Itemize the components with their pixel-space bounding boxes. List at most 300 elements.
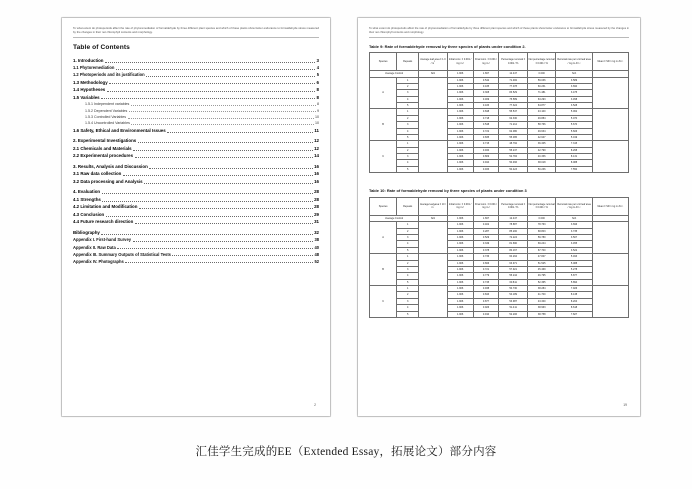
cell-initial: 1.906 <box>447 241 473 247</box>
cell-final: 0.718 <box>473 115 499 121</box>
toc-entry[interactable] <box>73 212 319 218</box>
toc-entry-page-number: 10 <box>315 115 319 119</box>
toc-entry-page-number: 12 <box>314 145 319 151</box>
column-header: Final conc. ± 0.001 / mg m-³ <box>473 53 499 71</box>
cell-final: 0.721 <box>473 266 499 272</box>
toc-entry-page-number: 3 <box>316 57 319 63</box>
toc-leader-dots <box>133 149 313 151</box>
toc-entry-label: 4.3 Conclusion <box>73 211 105 217</box>
cell-final: 0.736 <box>473 254 499 260</box>
cell-netpct: 63.293 <box>527 96 555 102</box>
cell-pct: 54.189 <box>499 292 527 298</box>
cell-repeat: 4 <box>397 305 419 311</box>
cell-final: 0.435 <box>473 83 499 89</box>
cell-final: 0.938 <box>473 286 499 292</box>
toc-leader-dots <box>123 174 313 176</box>
cell-final: 0.378 <box>473 247 499 253</box>
toc-entry-label: 3. Results, Analysis and Discussion <box>73 163 148 169</box>
cell-netpct: 67.700 <box>527 247 555 253</box>
cell-pct: 72.224 <box>499 235 527 241</box>
cell-final: 0.542 <box>473 77 499 83</box>
cell-repeat: 3 <box>397 235 419 241</box>
cell-final: 0.722 <box>473 128 499 134</box>
cell-netpct: 43.100 <box>527 109 555 115</box>
toc-entry[interactable] <box>73 138 319 144</box>
toc-leader-dots <box>172 254 312 256</box>
toc-entry-label: 4.2 Limitation and Modification <box>73 204 138 210</box>
toc-leader-dots <box>146 75 315 77</box>
cell-initial: 1.906 <box>447 279 473 285</box>
column-header: Net percentage removal ± 0.001 / % <box>527 197 555 215</box>
cell-netpct: 71.481 <box>527 90 555 96</box>
toc-leader-dots <box>138 141 313 143</box>
cell-final: 0.877 <box>473 298 499 304</box>
cell-pct: 85.200 <box>499 228 527 234</box>
cell-repeat: 4 <box>397 241 419 247</box>
cell-rate: 3.690 <box>556 83 592 89</box>
cell-rate: 5.278 <box>556 266 592 272</box>
cell-initial: 1.906 <box>447 154 473 160</box>
cell-rate: 5.070 <box>556 115 592 121</box>
toc-leader-dots <box>101 97 315 99</box>
cell-pct: 57.921 <box>499 266 527 272</box>
cell-initial: 1.906 <box>447 128 473 134</box>
cell-repeat: 2 <box>397 260 419 266</box>
cell-repeat: 1 <box>397 141 419 147</box>
cell-species: A <box>370 222 397 254</box>
column-header: Mean ± SD / mg m-²hr-¹ <box>592 53 628 71</box>
cell-repeat: 4 <box>397 128 419 134</box>
cell-netpct: 38.758 <box>527 311 555 317</box>
toc-entry-label: 1.5.3 Controlled Variables <box>85 115 127 119</box>
toc-entry-label: 1.5.4 Uncontrolled Variables <box>85 121 130 126</box>
toc-entry[interactable] <box>73 179 319 185</box>
cell-final: 0.809 <box>473 154 499 160</box>
page-left-content <box>62 18 330 416</box>
toc-entry[interactable] <box>73 252 319 257</box>
cell-mean <box>592 141 628 173</box>
cell-pct: 71.482 <box>499 77 527 83</box>
cell-initial: 1.906 <box>447 228 473 234</box>
cell-initial: 1.906 <box>447 103 473 109</box>
toc-leader-dots <box>135 156 313 158</box>
cell-pct: 50.466 <box>499 160 527 166</box>
cell-netpct: 59.036 <box>527 77 555 83</box>
cell-initial: 1.906 <box>447 83 473 89</box>
page-folio-right: 19 <box>623 403 627 407</box>
toc-entry-page-number: 10 <box>315 121 319 126</box>
toc-leader-dots <box>128 117 314 119</box>
cell-final: 0.843 <box>473 292 499 298</box>
toc-entry-label: Appendix III. Summary Outputs of Statistical Tests <box>73 251 171 257</box>
cell-rate: 7.926 <box>556 286 592 292</box>
cell-netpct: 45.469 <box>527 266 555 272</box>
column-header: Species <box>370 53 397 71</box>
cell-pct: 60.294 <box>499 254 527 260</box>
page-right-content <box>358 18 640 416</box>
running-header-right: To what extent do photoperiods affect the rate of phytoremediation of formaldehyde by three different plant species and which of these plants show better endurance to formaldehyde stress measured by the changes in their net chlorophyll contents and morphology. <box>369 27 629 38</box>
toc-entry[interactable] <box>73 259 319 264</box>
toc-leader-dots <box>129 110 316 112</box>
cell-initial: 1.906 <box>447 109 473 115</box>
cell-pct: 12.447 <box>499 215 527 221</box>
cell-rate: 7.827 <box>556 311 592 317</box>
cell-initial: 1.906 <box>447 147 473 153</box>
cell-netpct: 40.336 <box>527 154 555 160</box>
toc-entry[interactable] <box>73 237 319 242</box>
toc-leader-dots <box>149 167 312 169</box>
cell-netpct: 60.231 <box>527 83 555 89</box>
cell-repeat: 5 <box>397 279 419 285</box>
toc-entry-page-number: 9 <box>317 108 319 113</box>
column-header: Percentage removal ± 0.001 / % <box>499 53 527 71</box>
toc-entry[interactable] <box>73 121 319 125</box>
toc-leader-dots <box>106 215 313 217</box>
toc-leader-dots <box>131 123 313 125</box>
cell-pct: 50.423 <box>499 166 527 172</box>
cell-initial: 1.906 <box>447 222 473 228</box>
cell-repeat: 5 <box>397 134 419 140</box>
cell-netpct: 58.766 <box>527 122 555 128</box>
toc-entry-page-number: 28 <box>314 204 319 210</box>
cell-rate: 5.019 <box>556 134 592 140</box>
toc-entry-page-number: 40 <box>314 244 319 250</box>
cell-netpct: 41.700 <box>527 292 555 298</box>
cell-pct: 53.987 <box>499 298 527 304</box>
cell-netpct: 51.525 <box>527 260 555 266</box>
cell-pct: 81.690 <box>499 241 527 247</box>
toc-entry-label: 1.5 Variables <box>73 94 100 100</box>
cell-pct: 55.244 <box>499 273 527 279</box>
cell-leafarea: N/A <box>419 71 447 77</box>
slide-caption: 汇佳学生完成的EE（Extended Essay，拓展论文）部分内容 <box>195 446 497 458</box>
cell-final: 0.848 <box>473 109 499 115</box>
toc-leader-dots <box>107 90 315 92</box>
table-9-caption: Table 9: Rate of formaldehyde removal by three species of plants under condition 2. <box>369 43 526 49</box>
cell-final: 0.926 <box>473 305 499 311</box>
column-header: Average leaf area ± $10 / m^2$ <box>419 197 447 215</box>
cell-pct: 12.447 <box>499 71 527 77</box>
cell-rate: N/A <box>556 215 592 221</box>
toc-leader-dots <box>102 200 312 202</box>
cell-species: A <box>370 77 397 109</box>
toc-entry[interactable] <box>73 95 319 101</box>
cell-rate: 8.618 <box>556 305 592 311</box>
toc-entry-label: 4.1 Strengths <box>73 196 101 202</box>
cell-final: 0.666 <box>473 260 499 266</box>
cell-rate: 5.894 <box>556 279 592 285</box>
cell-repeat: 3 <box>397 266 419 272</box>
toc-entry-page-number: 12 <box>314 138 319 144</box>
cell-rate: 5.877 <box>556 273 592 279</box>
cell-mean <box>592 254 628 286</box>
toc-entry-page-number: 5 <box>316 72 319 78</box>
cell-repeat: 4 <box>397 273 419 279</box>
toc-leader-dots <box>101 233 312 235</box>
cell-initial: 1.906 <box>447 134 473 140</box>
cell-netpct: 36.345 <box>527 141 555 147</box>
cell-netpct: 0.000 <box>527 215 555 221</box>
cell-rate: 5.670 <box>556 122 592 128</box>
cell-pct: 75.589 <box>499 96 527 102</box>
toc-leader-dots <box>116 68 315 70</box>
cell-repeat: 5 <box>397 311 419 317</box>
toc-entry-page-number: 8 <box>316 87 319 93</box>
toc-entry-label: Appendix II. Raw Data <box>73 244 116 250</box>
cell-final: 1.667 <box>473 215 499 221</box>
cell-rate: 7.550 <box>556 166 592 172</box>
cell-pct: 51.411 <box>499 305 527 311</box>
cell-repeat: 4 <box>397 96 419 102</box>
cell-initial: 1.906 <box>447 292 473 298</box>
cell-rate: 5.088 <box>556 260 592 266</box>
cell-netpct: 46.795 <box>527 273 555 279</box>
document-page-left <box>62 18 330 416</box>
toc-entry-page-number: 4 <box>316 65 319 71</box>
cell-final: 0.349 <box>473 241 499 247</box>
cell-repeat: 5 <box>397 166 419 172</box>
cell-repeat: 3 <box>397 122 419 128</box>
toc-entry-label: 1.5.2 Dependent Variables <box>85 108 128 113</box>
cell-netpct: 69.244 <box>527 241 555 247</box>
toc-entry-page-number: 28 <box>314 189 319 195</box>
column-header: Repeats <box>397 197 419 215</box>
toc-entry-page-number: 16 <box>314 171 319 177</box>
column-header: Mean ± SD / mg m-²hr-¹ <box>592 197 628 215</box>
column-header: Species <box>370 197 397 215</box>
cell-final: 0.934 <box>473 147 499 153</box>
toc-entry[interactable] <box>73 219 319 225</box>
cell-netpct: 38.018 <box>527 160 555 166</box>
cell-pct: 78.887 <box>499 222 527 228</box>
cell-pct: 77.324 <box>499 103 527 109</box>
column-header: Average leaf area ± $1.0 / m^2$ <box>419 53 447 71</box>
cell-final: 0.529 <box>473 235 499 241</box>
toc-entry[interactable] <box>73 87 319 93</box>
table-9-header <box>370 53 629 71</box>
cell-species: B <box>370 109 397 141</box>
cell-leafarea <box>419 77 447 109</box>
table-of-contents-list <box>73 58 319 264</box>
cell-rate: 3.589 <box>556 77 592 83</box>
toc-entry-page-number: 16 <box>314 163 319 169</box>
cell-pct: 60.811 <box>499 279 527 285</box>
page-title-table-of-contents: Table of Contents <box>73 43 130 51</box>
toc-entry[interactable] <box>73 109 319 113</box>
cell-initial: 1.906 <box>447 311 473 317</box>
cell-final: 0.433 <box>473 103 499 109</box>
cell-netpct: 43.340 <box>527 298 555 304</box>
toc-entry[interactable] <box>73 80 319 86</box>
cell-final: 0.779 <box>473 273 499 279</box>
toc-entry-label: 1.1 Phytoremediation <box>73 65 115 71</box>
column-header: Removal rate per unit leaf area / mg m-²hr-¹ <box>556 197 592 215</box>
toc-entry[interactable] <box>73 115 319 119</box>
table-10-formaldehyde-removal-condition-3 <box>369 197 629 318</box>
cell-final: 0.944 <box>473 160 499 166</box>
cell-netpct: 49.884 <box>527 115 555 121</box>
toc-entry-label: 1.2 Photoperiods and its justification <box>73 72 145 78</box>
toc-entry-label: 1.3 Methodology <box>73 79 108 85</box>
running-header-left: To what extent do photoperiods affect the rate of phytoremediation of formaldehyde by three different plant species and which of these plants show better endurance to formaldehyde stress measured by the changes in their net chlorophyll contents and morphology. <box>73 27 319 38</box>
table-row <box>370 166 629 172</box>
cell-netpct: 38.963 <box>527 305 555 311</box>
cell-final: 0.715 <box>473 141 499 147</box>
cell-repeat: 5 <box>397 103 419 109</box>
cell-pct: 55.247 <box>499 147 527 153</box>
cell-rate: 8.204 <box>556 298 592 304</box>
cell-rate: 8.268 <box>556 147 592 153</box>
cell-mean <box>592 222 628 254</box>
table-header-row <box>370 197 629 215</box>
column-header: Final conc. ± 0.001 / mg m-³ <box>473 197 499 215</box>
cell-initial: 1.906 <box>447 160 473 166</box>
cell-initial: 1.906 <box>447 122 473 128</box>
cell-netpct: 49.634 <box>527 128 555 134</box>
cell-pct: 63.971 <box>499 260 527 266</box>
cell-rate: 3.455 <box>556 241 592 247</box>
toc-entry-label: Appendix I. First-hand Survey <box>73 237 132 243</box>
cell-pct: 50.730 <box>499 286 527 292</box>
toc-entry[interactable] <box>73 65 319 70</box>
toc-leader-dots <box>125 261 313 263</box>
toc-entry-label: 3.2 Data processing and Analysis <box>73 178 143 184</box>
cell-netpct: 50.236 <box>527 166 555 172</box>
cell-initial: 1.906 <box>447 77 473 83</box>
cell-rate: 3.458 <box>556 96 592 102</box>
toc-entry-label: 1.6 Safety, Ethical and Environmental Issues <box>73 127 166 133</box>
toc-entry[interactable] <box>73 164 319 170</box>
cell-leafarea <box>419 109 447 141</box>
column-header: Percentage removal ± 0.001 / % <box>499 197 527 215</box>
toc-entry[interactable] <box>73 197 319 203</box>
table-9-body <box>370 71 629 173</box>
toc-leader-dots <box>144 182 312 184</box>
cell-mean <box>592 109 628 141</box>
cell-final: 0.402 <box>473 222 499 228</box>
cell-rate: 3.735 <box>556 228 592 234</box>
toc-entry[interactable] <box>73 72 319 77</box>
cell-netpct: 78.763 <box>527 222 555 228</box>
cell-pct: 55.547 <box>499 109 527 115</box>
cell-initial: 1.906 <box>447 254 473 260</box>
cell-repeat: 2 <box>397 292 419 298</box>
cell-initial: 1.906 <box>447 90 473 96</box>
toc-entry-label: 2.1 Chemicals and Materials <box>73 145 132 151</box>
toc-leader-dots <box>131 104 316 106</box>
column-header: Initial conc. ± 0.001 / mg m-³ <box>447 197 473 215</box>
toc-entry[interactable] <box>73 146 319 152</box>
cell-rate: 3.696 <box>556 222 592 228</box>
cell-repeat: 2 <box>397 115 419 121</box>
cell-leafarea <box>419 141 447 173</box>
cell-repeat: 1 <box>397 109 419 115</box>
cell-final: 0.548 <box>473 122 499 128</box>
cell-rate: 5.062 <box>556 109 592 115</box>
cell-initial: 1.906 <box>447 235 473 241</box>
toc-entry-page-number: 14 <box>314 153 319 159</box>
cell-final: 0.910 <box>473 311 499 317</box>
cell-pct: 77.078 <box>499 83 527 89</box>
cell-initial: 1.906 <box>447 266 473 272</box>
toc-leader-dots <box>102 192 313 194</box>
toc-entry-page-number: 8 <box>316 94 319 100</box>
toc-entry-label: 4. Evaluation <box>73 189 101 195</box>
toc-entry[interactable] <box>73 204 319 210</box>
cell-netpct: 38.284 <box>527 286 555 292</box>
cell-initial: 1.906 <box>447 115 473 121</box>
cell-rate: 3.475 <box>556 90 592 96</box>
cell-netpct: 47.847 <box>527 254 555 260</box>
column-header: Initial conc. ± 0.001 / mg m-³ <box>447 53 473 71</box>
toc-leader-dots <box>109 82 315 84</box>
cell-netpct: 42.799 <box>527 147 555 153</box>
cell-initial: 1.906 <box>447 286 473 292</box>
cell-initial: 1.906 <box>447 247 473 253</box>
cell-repeat: 2 <box>397 83 419 89</box>
cell-mean <box>592 77 628 109</box>
cell-rate: 8.131 <box>556 154 592 160</box>
cell-netpct: 68.803 <box>527 228 555 234</box>
toc-entry-label: 1.5.1 Independent variables <box>85 102 130 107</box>
cell-repeat: 5 <box>397 247 419 253</box>
toc-entry-page-number: 16 <box>314 178 319 184</box>
toc-entry-page-number: 31 <box>314 219 319 225</box>
cell-repeat: 1 <box>397 222 419 228</box>
toc-leader-dots <box>105 61 315 63</box>
toc-entry[interactable] <box>73 245 319 250</box>
toc-entry[interactable] <box>73 102 319 106</box>
cell-rate: 5.606 <box>556 128 592 134</box>
toc-entry-page-number: 32 <box>314 229 319 235</box>
toc-entry[interactable] <box>73 128 319 134</box>
cell-pct: 83.529 <box>499 90 527 96</box>
cell-rate: 7.315 <box>556 141 592 147</box>
table-10-header <box>370 197 629 215</box>
cell-netpct: 52.365 <box>527 279 555 285</box>
toc-entry[interactable] <box>73 189 319 195</box>
cell-initial: 1.906 <box>447 260 473 266</box>
cell-species: Average Control <box>370 215 419 221</box>
cell-initial: 1.906 <box>447 96 473 102</box>
cell-pct: 71.212 <box>499 122 527 128</box>
column-header: Removal rate per unit leaf area / mg m-²hr-¹ <box>556 53 592 71</box>
cell-initial: 1.906 <box>447 166 473 172</box>
toc-leader-dots <box>117 247 313 249</box>
table-row <box>370 311 629 317</box>
cell-final: 0.835 <box>473 134 499 140</box>
cell-species: B <box>370 254 397 286</box>
toc-entry[interactable] <box>73 153 319 159</box>
column-header: Repeats <box>397 53 419 71</box>
toc-entry-page-number: 11 <box>314 127 319 133</box>
toc-entry[interactable] <box>73 171 319 177</box>
cell-initial: 1.906 <box>447 71 473 77</box>
cell-netpct: 0.000 <box>527 71 555 77</box>
cell-rate: 8.138 <box>556 292 592 298</box>
toc-entry[interactable] <box>73 230 319 236</box>
cell-leafarea <box>419 286 447 318</box>
cell-rate: 3.528 <box>556 103 592 109</box>
cell-species: C <box>370 286 397 318</box>
toc-entry-page-number: 8 <box>317 102 319 107</box>
toc-entry-page-number: 38 <box>314 237 319 243</box>
cell-netpct: 59.780 <box>527 235 555 241</box>
cell-pct: 52.206 <box>499 311 527 317</box>
toc-entry[interactable] <box>73 58 319 64</box>
cell-initial: 1.906 <box>447 273 473 279</box>
table-9-formaldehyde-removal-condition-2 <box>369 52 629 173</box>
